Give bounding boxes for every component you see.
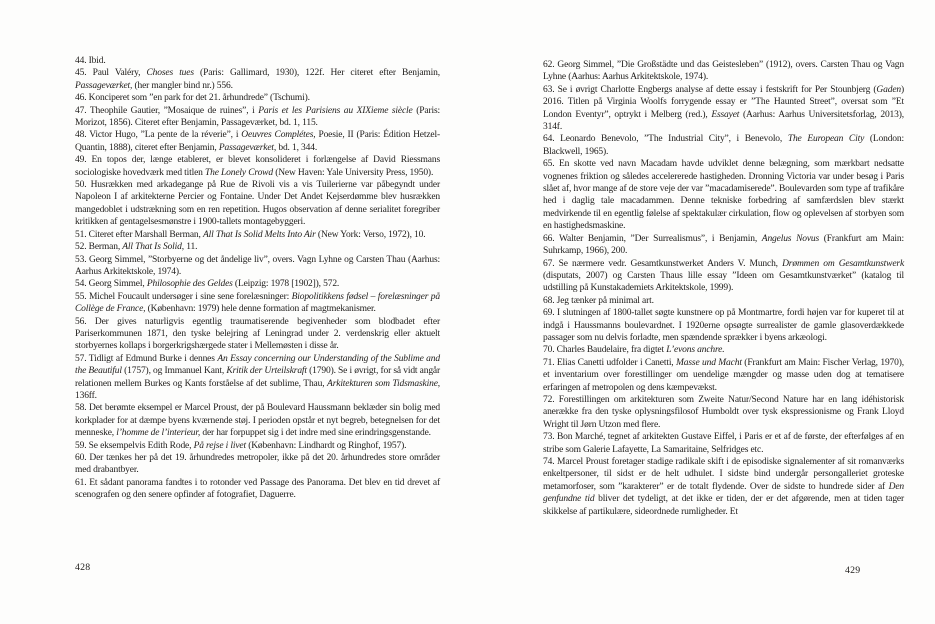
italic-title: Gaden <box>876 84 901 95</box>
italic-title: Essayet <box>711 109 740 120</box>
endnote: 58. Det berømte eksempel er Marcel Proust, der på Boulevard Haussmann beklæder sin bolig med korkplader for at dæmpe byens kværnende støj. I perioden opstår et nyt begreb, betegnelsen for det menneske, l’homme de l’interieur, der har forpuppet sig i det indre med sine erindringsgenstande. <box>75 403 440 439</box>
endnote: 69. I slutningen af 1800-tallet søgte kunstnere op på Montmartre, fordi højen var for kuperet til at indgå i Haussmanns boulevardnet. I 1920erne opsøgte surrealister de gamle glasoverdækkede passager som nu delvis forladte, men spændende sprækker i byens arkæologi. <box>543 308 904 343</box>
endnote: 46. Konciperet som ”en park for det 21. århundrede” (Tschumi). <box>75 93 310 104</box>
endnote: 63. Se i øvrigt Charlotte Engbergs analyse af dette essay i festskrift for Per Stounbjerg (Gaden) 2016. Titlen på Virginia Woolfs forrygende essay er ”The Haunted Street”, oversat som ”Et London Eventyr”, optrykt i Melberg (red.), Essayet (Aarhus: Aarhus Universitetsforlag, 2013), 314f. <box>543 84 904 133</box>
italic-title: Arkitekturen som Tidsmaskine <box>327 378 438 389</box>
endnote: 74. Marcel Proust foretager stadige radikale skift i de episodiske signalementer af sit romanværks enkeltpersoner, til sidst er de helt udhulet. I sidste bind undergår persongalleriet groteske metamorfoser, som ”karakterer” er de totalt flydende. Over de sidste to hundrede sider af Den genfundne tid bliver det tydeligt, at det ikke er tiden, der er det afgørende, men at tiden tager skikkelse af partikulære, sideordnede rumligheder. Et <box>543 457 904 517</box>
italic-title: Drømmen om Gesamtkunstwerk <box>782 258 905 269</box>
endnote: 44. Ibid. <box>75 56 106 66</box>
endnote: 62. Georg Simmel, ”Die Großstädte und das Geistesleben” (1912), overs. Carsten Thau og Vagn Lyhne (Aarhus: Aarhus Arkitektskole, 1974). <box>543 60 904 83</box>
italic-title: Angelus Novus <box>761 233 820 244</box>
page-number-left: 428 <box>75 562 91 573</box>
endnote: 55. Michel Foucault undersøger i sine sene forelæsninger: Biopolitikkens fødsel – forelæsninger på Collège de France, (København: 1979) hele denne formation af magtmekanismer. <box>75 291 440 315</box>
endnote: 48. Victor Hugo, ”La pente de la réverie”, i Oeuvres Complétes, Poesie, II (Paris: Édition Hetzel-Quantin, 1888), citeret efter Benjamin, Passageværket, bd. 1, 344. <box>75 130 440 153</box>
italic-title: Oeuvres Complétes <box>241 130 314 141</box>
italic-title: l’homme de l’interieur, <box>116 428 201 439</box>
endnote: 61. Et sådant panorama fandtes i to rotonder ved Passage des Panorama. Det blev en tid drevet af scenografen og den senere opfinder af fotografiet, Daguerre. <box>75 477 440 501</box>
endnote: 60. Der tænkes her på det 19. århundredes metropoler, ikke på det 20. århundredes store områder med drabantbyer. <box>75 453 440 476</box>
italic-title: Philosophie des Geldes <box>146 279 233 290</box>
endnote: 59. Se eksempelvis Edith Rode, På rejse i livet (København: Lindhardt og Ringhof, 1957). <box>75 440 407 451</box>
endnote: 70. Charles Baudelaire, fra digtet L’evons anchre. <box>543 345 725 356</box>
italic-title: Choses tues <box>146 68 194 79</box>
endnote: 56. Der gives naturligvis egentlig traumatiserende begivenheder som blodbadet efter Pariserkommunen 1871, den tyske belejring af Leningrad under 2. verdenskrig eller aktuelt storbyernes kollaps i borgerkrigshærgede stater i Mellemøsten i disse år. <box>75 316 440 352</box>
endnote: 45. Paul Valéry, Choses tues (Paris: Gallimard, 1930), 122f. Her citeret efter Benjamin, Passageværket, (her mangler bind nr.) 556. <box>75 68 440 91</box>
endnote: 50. Husrækken med arkadegange på Rue de Rivoli vis a vis Tuilerierne var påbegyndt under Napoleon I af arkitekterne Percier og Fontaine. Under Det Andet Kejserdømme blev husrækken mangedoblet i udstrækning som en ren repetition. Hugos observation af denne serialitet foregriber kritikken af gentagelsesmønstre i 1900-tallets montagebyggeri. <box>75 180 440 228</box>
endnote: 73. Bon Marché, tegnet af arkitekten Gustave Eiffel, i Paris er et af de første, der efterfølges af en stribe som Galerie Lafayette, La Samaritaine, Selfridges etc. <box>543 432 904 455</box>
endnote: 57. Tidligt af Edmund Burke i dennes An Essay concerning our Understanding of the Sublime and the Beautiful (1757), og Immanuel Kant, Kritik der Urteilskraft (1790). Se i øvrigt, for så vidt angår relationen mellem Burkes og Kants forståelse af det sublime, Thau, Arkitekturen som Tidsmaskine, 136ff. <box>75 353 441 401</box>
endnote: 52. Berman, All That Is Solid, 11. <box>75 242 198 253</box>
italic-title: På rejse i livet <box>193 440 246 451</box>
italic-title: The European City <box>787 134 865 145</box>
italic-title: Masse und Macht <box>676 357 742 368</box>
italic-title: The Lonely Crowd <box>205 167 273 178</box>
endnote: 64. Leonardo Benevolo, ”The Industrial City”, i Benevolo, The European City (London: Blackwell, 1965). <box>543 134 904 157</box>
endnote: 65. En skotte ved navn Macadam havde udviklet denne belægning, som mærkbart nedsatte vognenes friktion og således accelererede hastigheden. Dronning Victoria var under besøg i Paris slået af, hvor mange af de store veje der var ”macadamiserede”. Boulevarden som type af trafikåre hed i daglig tale macadammen. Denne tekniske forbedring af samfærdslen blev stærkt medvirkende til en egentlig følelse af spektakulær cirkulation, flow og oplevelsen af storbyen som en hastighedsmaskine. <box>543 159 904 232</box>
endnote: 71. Elias Canetti udfolder i Canetti, Masse und Macht (Frankfurt am Main: Fischer Verlag, 1970), et inventarium over forestillinger om uendelige mængder og masse uden dog at tematisere erfaringen af metropolen og dens kæmpevækst. <box>543 357 904 393</box>
endnote: 54. Georg Simmel, Philosophie des Geldes (Leipzig: 1978 [1902]), 572. <box>75 279 340 290</box>
endnote: 51. Citeret efter Marshall Berman, All That Is Solid Melts Into Air (New York: Verso, 1972), 10. <box>75 229 426 240</box>
endnote: 47. Theophile Gautier, ”Mosaique de ruines”, i Paris et les Parisiens au XIXieme siècle (Paris: Morizot, 1856). Citeret efter Benjamin, Passageværket, bd. 1, 115. <box>75 105 441 129</box>
italic-title: Kritik der Urteilskraft <box>226 366 307 377</box>
endnote: 66. Walter Benjamin, ”Der Surrealismus”, i Benjamin, Angelus Novus (Frankfurt am Main: Suhrkamp, 1966), 200. <box>543 233 905 257</box>
page-number-right: 429 <box>845 565 861 576</box>
endnote: 72. Forestillingen om arkitekturen som Zweite Natur/Second Nature har en lang idéhistorisk anerække fra den tyske oplysningsfilosof Humboldt over tysk ekspressionisme og Frank Lloyd Wright til Jørn Utzon med flere. <box>543 394 904 430</box>
endnote: 49. En topos der, længe etableret, er blevet konsolideret i forlængelse af David Riessmans sociologiske hovedværk med titlen The Lonely Crowd (New Haven: Yale University Press, 1950). <box>75 155 440 178</box>
italic-title: Biopolitikkens fødsel – forelæsninger på Collège de France, <box>75 291 440 315</box>
italic-title: L’evons anchre. <box>666 345 725 356</box>
italic-title: Passageværket <box>218 142 274 153</box>
endnotes-column-left <box>75 55 440 502</box>
endnotes-column-right <box>543 59 904 518</box>
italic-title: Den genfundne tid <box>543 481 904 505</box>
italic-title: All That Is Solid Melts Into Air <box>202 229 316 240</box>
endnote: 67. Se nærmere vedr. Gesamtkunstwerket Anders V. Munch, Drømmen om Gesamtkunstwerk (disputats, 2007) og Carsten Thaus lille essay ”Ideen om Gesamtkunstværket” (katalog til udstilling på Kunstakademiets Arkitektskole, 1999). <box>543 258 905 294</box>
italic-title: Passageværket, <box>75 80 133 91</box>
italic-title: An Essay concerning our Understanding of the Sublime and the Beautiful <box>75 353 440 377</box>
endnote: 68. Jeg tænker på minimal art. <box>543 295 654 306</box>
italic-title: Paris et les Parisiens au XIXieme siècle <box>258 105 413 116</box>
italic-title: All That Is Solid <box>122 242 182 253</box>
endnote: 53. Georg Simmel, ”Storbyerne og det åndelige liv”, overs. Vagn Lyhne og Carsten Thau (Aarhus: Aarhus Arkitektskole, 1974). <box>75 254 440 277</box>
